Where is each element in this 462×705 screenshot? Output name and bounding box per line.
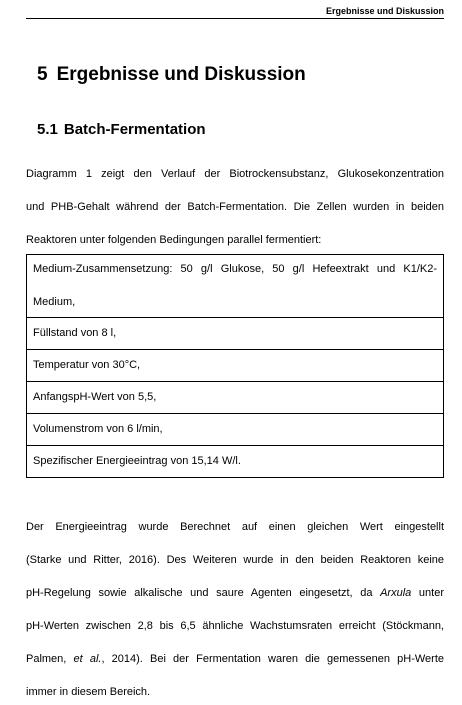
table-cell: Temperatur von 30°C,: [27, 350, 444, 382]
section-title: Batch-Fermentation: [63, 121, 206, 138]
paragraph-line: Reaktoren unter folgenden Bedingungen parallel fermentiert:: [26, 234, 322, 246]
paragraph-line: pH-Werten zwischen 2,8 bis 6,5 ähnliche Wachstumsraten erreicht (Stöckmann,: [26, 620, 444, 632]
conditions-table: [26, 254, 444, 478]
intro-paragraph: [26, 169, 444, 246]
paragraph-line: Der Energieeintrag wurde Berechnet auf einen gleichen Wert eingestellt: [26, 521, 444, 533]
table-cell: Volumenstrom von 6 l/min,: [27, 414, 444, 446]
paragraph-line: [26, 588, 444, 599]
running-header: Ergebnisse und Diskussion: [325, 6, 444, 16]
table-cell: Füllstand von 8 l,: [27, 318, 444, 350]
paragraph-line: und PHB-Gehalt während der Batch-Fermentation. Die Zellen wurden in beiden: [26, 201, 444, 213]
text-run: pH-Regelung sowie alkalische und saure Agenten eingesetzt, da: [26, 587, 381, 599]
table-row: [27, 414, 444, 446]
organism-name: Arxula: [380, 587, 412, 599]
table-cell: [27, 255, 444, 318]
section-heading: [37, 120, 206, 140]
section-number: 5.1: [37, 121, 58, 138]
table-row: [27, 255, 444, 318]
text-run: unter: [411, 587, 444, 599]
paragraph-line: Diagramm 1 zeigt den Verlauf der Biotrockensubstanz, Glukosekonzentration: [26, 168, 444, 180]
table-cell: AnfangspH-Wert von 5,5,: [27, 382, 444, 414]
discussion-paragraph: [26, 522, 444, 698]
table-row: [27, 318, 444, 350]
citation-etal: et al.: [73, 653, 102, 665]
chapter-heading: [37, 62, 306, 88]
header-rule: [26, 18, 444, 19]
table-row: [27, 350, 444, 382]
paragraph-line: (Starke und Ritter, 2016). Des Weiteren wurde in den beiden Reaktoren keine: [26, 554, 444, 566]
chapter-number: 5: [37, 64, 48, 85]
text-run: Palmen,: [26, 653, 74, 665]
table-cell: Spezifischer Energieeintrag von 15,14 W/l.: [27, 446, 444, 478]
paragraph-line: [26, 654, 444, 665]
cell-line: Medium-Zusammensetzung: 50 g/l Glukose, 50 g/l Hefeextrakt und K1/K2-: [33, 263, 437, 275]
table-row: [27, 446, 444, 478]
paragraph-line: immer in diesem Bereich.: [26, 686, 151, 698]
table-row: [27, 382, 444, 414]
cell-line: Medium,: [33, 296, 76, 308]
chapter-title: Ergebnisse und Diskussion: [56, 64, 306, 85]
text-run: , 2014). Bei der Fermentation waren die gemessenen pH-Werte: [101, 653, 444, 665]
